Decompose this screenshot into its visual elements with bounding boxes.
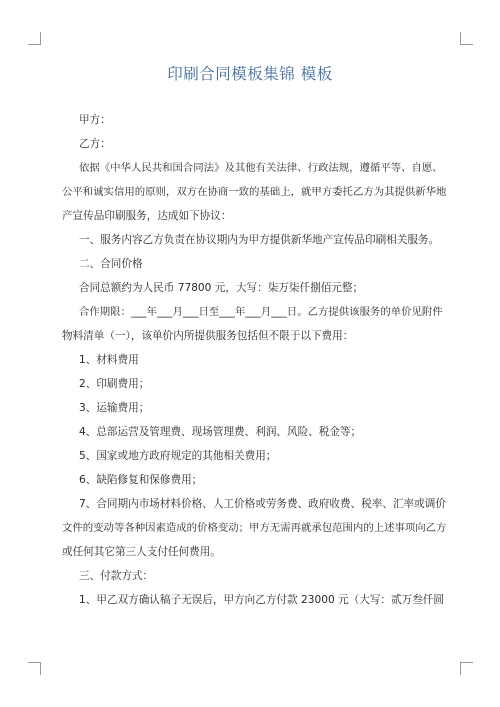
paragraph-line: 三、付款方式： xyxy=(79,570,154,582)
crop-mark-bottom-left xyxy=(28,662,41,675)
paragraph-line: 1、材料费用 xyxy=(79,354,139,366)
crop-mark-top-right xyxy=(460,32,473,45)
paragraph-line: 5、国家或地方政府规定的其他相关费用； xyxy=(79,450,277,462)
paragraph-line: 1、甲乙双方确认稿子无误后，甲方向乙方付款 23000 元（大写：贰万叁仟圆 xyxy=(79,594,444,606)
paragraph-line: 6、缺陷修复和保修费用； xyxy=(79,474,203,486)
paragraph-line: 或任何其它第三人支付任何费用。 xyxy=(62,546,221,558)
document-title: 印刷合同模板集锦 模板 xyxy=(167,65,333,83)
paragraph-line: 乙方： xyxy=(79,138,111,150)
paragraph-line: 合同总额约为人民币 77800 元，大写：柒万柒仟捌佰元整； xyxy=(79,282,364,294)
document-body xyxy=(62,108,448,612)
crop-mark-bottom-right xyxy=(460,662,473,675)
paragraph-line: 合作期限：___年___月___日至___年___月___日。乙方提供该服务的单价见附件 xyxy=(79,306,443,318)
paragraph-line: 2、印刷费用； xyxy=(79,378,150,390)
paragraph-line: 一、服务内容乙方负责在协议期内为甲方提供新华地产宣传品印刷相关服务。 xyxy=(79,234,440,246)
crop-mark-top-left xyxy=(28,32,41,45)
paragraph-line: 4、总部运营及管理费、现场管理费、利润、风险、税金等； xyxy=(79,426,362,438)
paragraph-line: 甲方： xyxy=(79,114,111,126)
paragraph-line: 依据《中华人民共和国合同法》及其他有关法律、行政法规，遵循平等、自愿、 xyxy=(79,162,443,174)
paragraph-line: 二、合同价格 xyxy=(79,258,143,270)
paragraph-line: 公平和诚实信用的原则，双方在协商一致的基础上，就甲方委托乙方为其提供新华地 xyxy=(62,186,447,198)
paragraph-line: 3、运输费用； xyxy=(79,402,150,414)
paragraph-line: 7、合同期内市场材料价格、人工价格或劳务费、政府收费、税率、汇率或调价 xyxy=(79,498,446,510)
paragraph-line: 物料清单（一），该单价内所提供服务包括但不限于以下费用： xyxy=(62,330,354,342)
paragraph-line: 产宣传品印刷服务，达成如下协议： xyxy=(62,210,232,222)
paragraph-line: 文件的变动等各种因素造成的价格变动；甲方无需再就承包范围内的上述事项向乙方 xyxy=(62,522,447,534)
